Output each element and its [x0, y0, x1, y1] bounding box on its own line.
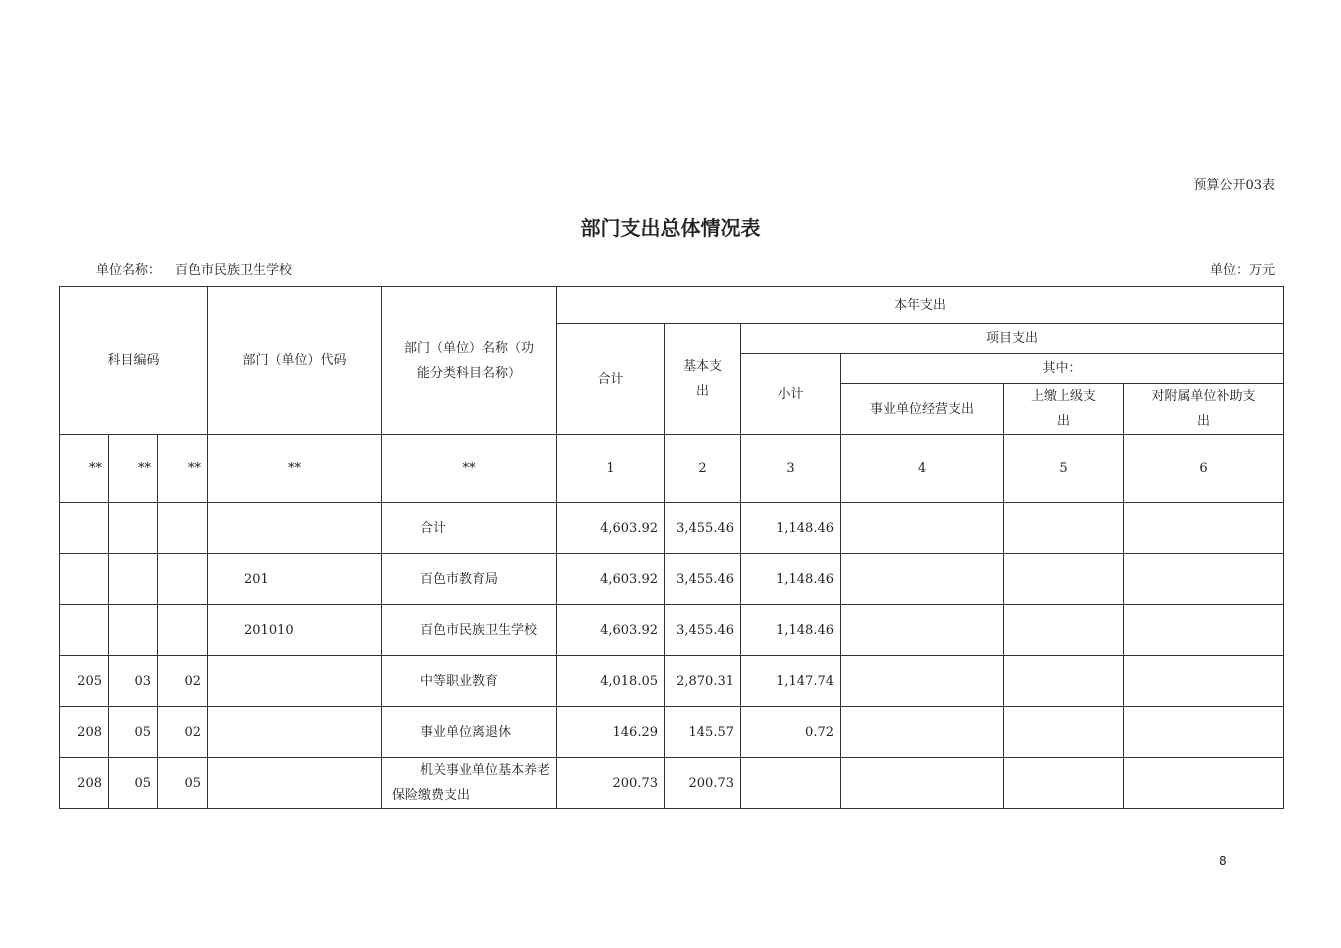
index-star: **	[109, 435, 158, 503]
subsidy-cell	[1124, 707, 1284, 758]
subject-item-cell	[109, 554, 158, 605]
header-of-which: 其中：	[841, 354, 1284, 384]
remit-cell	[1004, 554, 1124, 605]
index-cell: **	[382, 435, 557, 503]
index-cell: 6	[1124, 435, 1284, 503]
subsidy-cell	[1124, 554, 1284, 605]
dept-name-cell: 中等职业教育	[382, 656, 557, 707]
subject-item-cell: 03	[109, 656, 158, 707]
subtotal-cell: 1,147.74	[741, 656, 841, 707]
basic-cell: 145.57	[665, 707, 741, 758]
unit-name-label: 单位名称：	[96, 263, 162, 278]
header-dept-name: 部门（单位）名称（功能分类科目名称）	[382, 287, 557, 435]
subject-item-cell	[109, 503, 158, 554]
subject-subitem-cell	[158, 503, 208, 554]
subject-class-cell	[60, 554, 109, 605]
subject-class-cell: 208	[60, 758, 109, 809]
index-cell: 3	[741, 435, 841, 503]
subject-subitem-cell	[158, 554, 208, 605]
subject-class-cell: 208	[60, 707, 109, 758]
currency-unit: 单位：万元	[1209, 263, 1275, 278]
basic-cell: 200.73	[665, 758, 741, 809]
index-star: **	[60, 435, 109, 503]
table-row	[60, 656, 1284, 707]
basic-cell: 3,455.46	[665, 554, 741, 605]
page-number: 8	[1219, 854, 1227, 868]
dept-code-cell	[208, 503, 382, 554]
subject-subitem-cell: 02	[158, 656, 208, 707]
subsidy-cell	[1124, 605, 1284, 656]
subsidy-cell	[1124, 656, 1284, 707]
dept-code-cell	[208, 707, 382, 758]
header-subtotal: 小计	[741, 354, 841, 435]
index-cell: 2	[665, 435, 741, 503]
index-star: **	[158, 435, 208, 503]
dept-name-cell: 机关事业单位基本养老保险缴费支出	[382, 758, 557, 809]
header-project: 项目支出	[741, 324, 1284, 354]
total-cell: 4,018.05	[557, 656, 665, 707]
total-cell: 4,603.92	[557, 605, 665, 656]
unit-name-value: 百色市民族卫生学校	[175, 263, 293, 278]
business-cell	[841, 707, 1004, 758]
form-number: 预算公开03表	[1193, 178, 1275, 193]
header-total: 合计	[557, 324, 665, 435]
table-row	[60, 707, 1284, 758]
total-cell: 4,603.92	[557, 503, 665, 554]
dept-code-cell: 201010	[208, 605, 382, 656]
dept-name-cell: 合计	[382, 503, 557, 554]
remit-cell	[1004, 503, 1124, 554]
table-row	[60, 503, 1284, 554]
remit-cell	[1004, 758, 1124, 809]
index-cell: 1	[557, 435, 665, 503]
subject-subitem-cell: 02	[158, 707, 208, 758]
basic-cell: 2,870.31	[665, 656, 741, 707]
table-row	[60, 554, 1284, 605]
total-cell: 4,603.92	[557, 554, 665, 605]
business-cell	[841, 503, 1004, 554]
remit-cell	[1004, 605, 1124, 656]
index-cell: 5	[1004, 435, 1124, 503]
dept-code-cell	[208, 656, 382, 707]
subject-item-cell: 05	[109, 707, 158, 758]
subtotal-cell: 0.72	[741, 707, 841, 758]
header-this-year: 本年支出	[557, 287, 1284, 324]
remit-cell	[1004, 656, 1124, 707]
total-cell: 146.29	[557, 707, 665, 758]
subtotal-cell: 1,148.46	[741, 503, 841, 554]
index-cell: 4	[841, 435, 1004, 503]
subsidy-cell	[1124, 758, 1284, 809]
subject-class-cell	[60, 503, 109, 554]
business-cell	[841, 758, 1004, 809]
subject-subitem-cell: 05	[158, 758, 208, 809]
unit-name	[96, 259, 292, 278]
header-subject-code: 科目编码	[60, 287, 208, 435]
subsidy-cell	[1124, 503, 1284, 554]
subject-item-cell	[109, 605, 158, 656]
subject-item-cell: 05	[109, 758, 158, 809]
dept-name-cell: 事业单位离退休	[382, 707, 557, 758]
total-cell: 200.73	[557, 758, 665, 809]
subtotal-cell: 1,148.46	[741, 605, 841, 656]
subject-class-cell	[60, 605, 109, 656]
remit-cell	[1004, 707, 1124, 758]
business-cell	[841, 605, 1004, 656]
subject-subitem-cell	[158, 605, 208, 656]
page-title: 部门支出总体情况表	[580, 216, 761, 240]
business-cell	[841, 656, 1004, 707]
table-row	[60, 605, 1284, 656]
basic-cell: 3,455.46	[665, 503, 741, 554]
dept-name-cell: 百色市民族卫生学校	[382, 605, 557, 656]
dept-name-cell: 百色市教育局	[382, 554, 557, 605]
dept-code-cell	[208, 758, 382, 809]
header-remit: 上缴上级支出	[1004, 384, 1124, 435]
subtotal-cell	[741, 758, 841, 809]
header-business: 事业单位经营支出	[841, 384, 1004, 435]
business-cell	[841, 554, 1004, 605]
index-cell: **	[208, 435, 382, 503]
dept-code-cell: 201	[208, 554, 382, 605]
expenditure-table	[59, 286, 1284, 809]
subject-class-cell: 205	[60, 656, 109, 707]
index-row	[60, 435, 1284, 503]
basic-cell: 3,455.46	[665, 605, 741, 656]
header-subsidy: 对附属单位补助支出	[1124, 384, 1284, 435]
table-row	[60, 758, 1284, 809]
subtotal-cell: 1,148.46	[741, 554, 841, 605]
header-basic: 基本支出	[665, 324, 741, 435]
header-dept-code: 部门（单位）代码	[208, 287, 382, 435]
